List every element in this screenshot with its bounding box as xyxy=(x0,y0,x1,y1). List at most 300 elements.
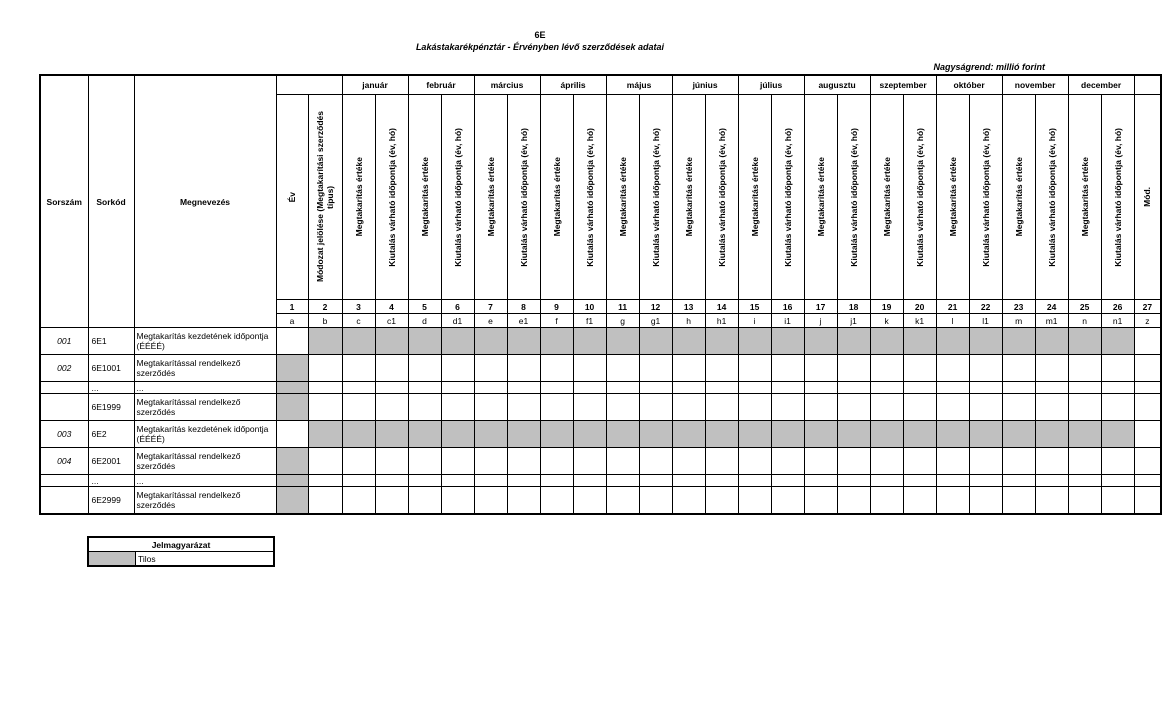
cell-input[interactable] xyxy=(936,355,969,382)
cell-input[interactable] xyxy=(540,394,573,421)
cell-megnevezes: Megtakarítással rendelkező szerződés xyxy=(134,448,276,475)
cell-forbidden xyxy=(837,328,870,355)
column-letter: a xyxy=(276,314,308,328)
column-letter: c1 xyxy=(375,314,408,328)
cell-input[interactable] xyxy=(474,394,507,421)
cell-forbidden xyxy=(276,487,308,515)
cell-input[interactable] xyxy=(342,487,375,515)
cell-sorszam: 001 xyxy=(40,328,88,355)
cell-forbidden xyxy=(639,421,672,448)
cell-input[interactable] xyxy=(771,487,804,515)
cell-input[interactable] xyxy=(1101,355,1134,382)
cell-input[interactable] xyxy=(1101,487,1134,515)
col-header-megtakaritas xyxy=(1068,95,1101,300)
cell-input[interactable] xyxy=(936,475,969,487)
cell-input[interactable] xyxy=(540,448,573,475)
cell-input[interactable] xyxy=(606,448,639,475)
column-number: 25 xyxy=(1068,300,1101,314)
cell-forbidden xyxy=(276,448,308,475)
column-number: 14 xyxy=(705,300,738,314)
cell-input[interactable] xyxy=(1134,421,1161,448)
cell-input[interactable] xyxy=(375,475,408,487)
cell-input[interactable] xyxy=(573,487,606,515)
column-number: 6 xyxy=(441,300,474,314)
col-header-megtakaritas xyxy=(408,95,441,300)
col-header-kiutalas-label: Kiutalás várható időpontja (év, hó) xyxy=(716,127,727,267)
month-header: november xyxy=(1002,75,1068,95)
cell-input[interactable] xyxy=(342,394,375,421)
cell-input[interactable] xyxy=(903,382,936,394)
cell-input[interactable] xyxy=(837,475,870,487)
cell-input[interactable] xyxy=(1002,475,1035,487)
col-header-megtakaritas-label: Megtakarítás értéke xyxy=(617,157,628,237)
cell-forbidden xyxy=(936,421,969,448)
cell-megnevezes: Megtakarítás kezdetének időpontja (ÉÉÉÉ) xyxy=(134,328,276,355)
cell-input[interactable] xyxy=(903,487,936,515)
cell-input[interactable] xyxy=(804,448,837,475)
table-row xyxy=(40,394,1161,421)
column-letter: k1 xyxy=(903,314,936,328)
cell-input[interactable] xyxy=(738,355,771,382)
cell-input[interactable] xyxy=(375,394,408,421)
cell-forbidden xyxy=(474,328,507,355)
cell-input[interactable] xyxy=(672,355,705,382)
cell-input[interactable] xyxy=(308,382,342,394)
cell-input[interactable] xyxy=(969,448,1002,475)
column-number: 24 xyxy=(1035,300,1068,314)
cell-input[interactable] xyxy=(507,382,540,394)
cell-forbidden xyxy=(837,421,870,448)
cell-input[interactable] xyxy=(771,382,804,394)
table-row xyxy=(40,475,1161,487)
legend-swatch xyxy=(88,552,136,567)
column-letter: n xyxy=(1068,314,1101,328)
cell-input[interactable] xyxy=(1035,382,1068,394)
column-letter: f xyxy=(540,314,573,328)
column-number: 5 xyxy=(408,300,441,314)
cell-input[interactable] xyxy=(738,475,771,487)
col-header-kiutalas xyxy=(441,95,474,300)
month-header: január xyxy=(342,75,408,95)
cell-input[interactable] xyxy=(1035,487,1068,515)
cell-input[interactable] xyxy=(738,394,771,421)
column-number: 13 xyxy=(672,300,705,314)
cell-input[interactable] xyxy=(1002,355,1035,382)
cell-sorszam xyxy=(40,475,88,487)
cell-input[interactable] xyxy=(1134,475,1161,487)
cell-forbidden xyxy=(507,421,540,448)
cell-input[interactable] xyxy=(969,382,1002,394)
cell-input[interactable] xyxy=(1002,382,1035,394)
col-header-kiutalas xyxy=(903,95,936,300)
column-number: 18 xyxy=(837,300,870,314)
cell-input[interactable] xyxy=(771,475,804,487)
cell-input[interactable] xyxy=(870,382,903,394)
cell-input[interactable] xyxy=(474,382,507,394)
legend-title: Jelmagyarázat xyxy=(88,537,274,552)
col-header-megtakaritas xyxy=(936,95,969,300)
col-header-kiutalas xyxy=(771,95,804,300)
cell-forbidden xyxy=(606,421,639,448)
column-letter: m1 xyxy=(1035,314,1068,328)
col-header-kiutalas xyxy=(1035,95,1068,300)
column-number: 22 xyxy=(969,300,1002,314)
cell-input[interactable] xyxy=(308,394,342,421)
cell-input[interactable] xyxy=(672,382,705,394)
col-header-kiutalas xyxy=(507,95,540,300)
cell-input[interactable] xyxy=(1134,487,1161,515)
cell-input[interactable] xyxy=(1134,394,1161,421)
cell-forbidden xyxy=(1002,421,1035,448)
cell-input[interactable] xyxy=(1101,448,1134,475)
cell-input[interactable] xyxy=(771,394,804,421)
cell-forbidden xyxy=(540,328,573,355)
cell-input[interactable] xyxy=(771,448,804,475)
col-header-kiutalas-label: Kiutalás várható időpontja (év, hó) xyxy=(848,127,859,267)
cell-forbidden xyxy=(969,328,1002,355)
cell-input[interactable] xyxy=(1035,448,1068,475)
cell-forbidden xyxy=(342,328,375,355)
cell-forbidden xyxy=(771,328,804,355)
cell-input[interactable] xyxy=(408,382,441,394)
cell-input[interactable] xyxy=(837,394,870,421)
col-header-kiutalas-label: Kiutalás várható időpontja (év, hó) xyxy=(1046,127,1057,267)
column-number: 17 xyxy=(804,300,837,314)
cell-forbidden xyxy=(1035,328,1068,355)
cell-input[interactable] xyxy=(408,355,441,382)
cell-input[interactable] xyxy=(738,448,771,475)
cell-input[interactable] xyxy=(441,382,474,394)
data-table xyxy=(39,74,1162,515)
cell-input[interactable] xyxy=(375,448,408,475)
cell-input[interactable] xyxy=(441,487,474,515)
cell-megnevezes: ... xyxy=(134,382,276,394)
cell-input[interactable] xyxy=(804,475,837,487)
cell-input[interactable] xyxy=(375,382,408,394)
cell-megnevezes: Megtakarítás kezdetének időpontja (ÉÉÉÉ) xyxy=(134,421,276,448)
col-header-kiutalas-label: Kiutalás várható időpontja (év, hó) xyxy=(914,127,925,267)
cell-sorszam: 004 xyxy=(40,448,88,475)
column-letter: z xyxy=(1134,314,1161,328)
column-letter: m xyxy=(1002,314,1035,328)
cell-input[interactable] xyxy=(1134,328,1161,355)
cell-input[interactable] xyxy=(903,355,936,382)
cell-input[interactable] xyxy=(507,394,540,421)
cell-input[interactable] xyxy=(1035,394,1068,421)
cell-input[interactable] xyxy=(1002,487,1035,515)
cell-input[interactable] xyxy=(276,421,308,448)
cell-forbidden xyxy=(441,421,474,448)
table-row xyxy=(40,382,1161,394)
table-row xyxy=(40,487,1161,515)
cell-input[interactable] xyxy=(1035,355,1068,382)
cell-input[interactable] xyxy=(1068,487,1101,515)
col-header-megtakaritas xyxy=(474,95,507,300)
col-header-mod xyxy=(1134,95,1161,300)
cell-input[interactable] xyxy=(936,487,969,515)
cell-input[interactable] xyxy=(672,394,705,421)
col-header-kiutalas-label: Kiutalás várható időpontja (év, hó) xyxy=(584,127,595,267)
col-header-kiutalas-label: Kiutalás várható időpontja (év, hó) xyxy=(386,127,397,267)
cell-forbidden xyxy=(573,328,606,355)
cell-input[interactable] xyxy=(870,448,903,475)
cell-input[interactable] xyxy=(837,448,870,475)
month-header: augusztu xyxy=(804,75,870,95)
cell-forbidden xyxy=(903,421,936,448)
col-header-megtakaritas-label: Megtakarítás értéke xyxy=(485,157,496,237)
column-number: 23 xyxy=(1002,300,1035,314)
cell-input[interactable] xyxy=(408,394,441,421)
cell-input[interactable] xyxy=(573,475,606,487)
cell-input[interactable] xyxy=(837,355,870,382)
cell-input[interactable] xyxy=(1068,355,1101,382)
column-number: 4 xyxy=(375,300,408,314)
cell-input[interactable] xyxy=(837,487,870,515)
col-header-modozat xyxy=(308,95,342,300)
column-number: 7 xyxy=(474,300,507,314)
cell-input[interactable] xyxy=(507,487,540,515)
col-header-megtakaritas xyxy=(342,95,375,300)
cell-input[interactable] xyxy=(672,487,705,515)
col-header-kiutalas xyxy=(639,95,672,300)
cell-input[interactable] xyxy=(1035,475,1068,487)
cell-input[interactable] xyxy=(540,382,573,394)
cell-input[interactable] xyxy=(573,382,606,394)
cell-forbidden xyxy=(276,382,308,394)
cell-input[interactable] xyxy=(1101,475,1134,487)
cell-input[interactable] xyxy=(705,394,738,421)
cell-input[interactable] xyxy=(936,394,969,421)
cell-input[interactable] xyxy=(870,355,903,382)
cell-input[interactable] xyxy=(936,382,969,394)
cell-input[interactable] xyxy=(705,487,738,515)
header-month-row xyxy=(40,75,1161,95)
cell-input[interactable] xyxy=(705,448,738,475)
cell-input[interactable] xyxy=(606,487,639,515)
cell-input[interactable] xyxy=(573,394,606,421)
cell-input[interactable] xyxy=(1134,382,1161,394)
cell-input[interactable] xyxy=(507,475,540,487)
month-blank xyxy=(1134,75,1161,95)
cell-megnevezes: Megtakarítással rendelkező szerződés xyxy=(134,394,276,421)
cell-input[interactable] xyxy=(969,355,1002,382)
cell-input[interactable] xyxy=(606,382,639,394)
cell-forbidden xyxy=(308,328,342,355)
cell-input[interactable] xyxy=(540,475,573,487)
cell-megnevezes: ... xyxy=(134,475,276,487)
cell-input[interactable] xyxy=(705,475,738,487)
column-letter: h xyxy=(672,314,705,328)
cell-input[interactable] xyxy=(738,487,771,515)
cell-input[interactable] xyxy=(1134,448,1161,475)
cell-input[interactable] xyxy=(705,355,738,382)
cell-input[interactable] xyxy=(507,448,540,475)
cell-input[interactable] xyxy=(639,448,672,475)
col-header-megtakaritas-label: Megtakarítás értéke xyxy=(815,157,826,237)
column-letter: h1 xyxy=(705,314,738,328)
col-header-megtakaritas-label: Megtakarítás értéke xyxy=(1079,157,1090,237)
cell-input[interactable] xyxy=(903,394,936,421)
cell-input[interactable] xyxy=(672,475,705,487)
cell-input[interactable] xyxy=(573,448,606,475)
column-letter: d1 xyxy=(441,314,474,328)
cell-input[interactable] xyxy=(342,475,375,487)
cell-input[interactable] xyxy=(276,328,308,355)
cell-input[interactable] xyxy=(375,487,408,515)
column-letter: i1 xyxy=(771,314,804,328)
col-header-mod-label: Mód. xyxy=(1142,187,1153,207)
col-header-megtakaritas xyxy=(870,95,903,300)
cell-input[interactable] xyxy=(540,487,573,515)
column-letter: f1 xyxy=(573,314,606,328)
cell-input[interactable] xyxy=(408,475,441,487)
cell-input[interactable] xyxy=(441,394,474,421)
cell-input[interactable] xyxy=(969,487,1002,515)
cell-forbidden xyxy=(408,421,441,448)
col-header-megtakaritas xyxy=(738,95,771,300)
column-number: 27 xyxy=(1134,300,1161,314)
cell-input[interactable] xyxy=(1002,448,1035,475)
cell-forbidden xyxy=(441,328,474,355)
col-header-modozat-label: Módozat jelölése (Megtakarítási szerződés típus) xyxy=(315,111,335,283)
column-letter: c xyxy=(342,314,375,328)
cell-forbidden xyxy=(276,355,308,382)
cell-input[interactable] xyxy=(474,475,507,487)
cell-sorkod: 6E2001 xyxy=(88,448,134,475)
cell-forbidden xyxy=(1068,421,1101,448)
col-header-megtakaritas-label: Megtakarítás értéke xyxy=(1013,157,1024,237)
legend-label: Tilos xyxy=(136,552,275,567)
cell-input[interactable] xyxy=(936,448,969,475)
col-header-megtakaritas-label: Megtakarítás értéke xyxy=(947,157,958,237)
cell-forbidden xyxy=(276,394,308,421)
cell-input[interactable] xyxy=(639,487,672,515)
month-header: április xyxy=(540,75,606,95)
cell-input[interactable] xyxy=(441,355,474,382)
column-letter: n1 xyxy=(1101,314,1134,328)
column-number: 12 xyxy=(639,300,672,314)
col-header-kiutalas-label: Kiutalás várható időpontja (év, hó) xyxy=(518,127,529,267)
column-number: 3 xyxy=(342,300,375,314)
col-header-sorkod: Sorkód xyxy=(88,75,134,328)
cell-forbidden xyxy=(639,328,672,355)
cell-forbidden xyxy=(969,421,1002,448)
cell-input[interactable] xyxy=(705,382,738,394)
cell-forbidden xyxy=(936,328,969,355)
cell-input[interactable] xyxy=(308,355,342,382)
cell-input[interactable] xyxy=(804,355,837,382)
cell-forbidden xyxy=(903,328,936,355)
column-letter: g1 xyxy=(639,314,672,328)
cell-input[interactable] xyxy=(837,382,870,394)
cell-sorkod: 6E2 xyxy=(88,421,134,448)
cell-input[interactable] xyxy=(804,394,837,421)
cell-megnevezes: Megtakarítással rendelkező szerződés xyxy=(134,355,276,382)
cell-input[interactable] xyxy=(969,394,1002,421)
cell-input[interactable] xyxy=(903,475,936,487)
cell-input[interactable] xyxy=(903,448,936,475)
column-letter: d xyxy=(408,314,441,328)
cell-input[interactable] xyxy=(606,355,639,382)
cell-input[interactable] xyxy=(672,448,705,475)
cell-input[interactable] xyxy=(639,355,672,382)
cell-sorkod: 6E2999 xyxy=(88,487,134,515)
cell-input[interactable] xyxy=(870,394,903,421)
cell-input[interactable] xyxy=(1068,382,1101,394)
cell-forbidden xyxy=(705,421,738,448)
cell-input[interactable] xyxy=(606,475,639,487)
cell-input[interactable] xyxy=(408,487,441,515)
cell-sorszam: 003 xyxy=(40,421,88,448)
cell-input[interactable] xyxy=(804,487,837,515)
column-letter: e1 xyxy=(507,314,540,328)
col-header-megtakaritas xyxy=(804,95,837,300)
cell-forbidden xyxy=(474,421,507,448)
column-number: 1 xyxy=(276,300,308,314)
cell-input[interactable] xyxy=(606,394,639,421)
col-header-megtakaritas xyxy=(606,95,639,300)
cell-input[interactable] xyxy=(474,448,507,475)
cell-input[interactable] xyxy=(474,487,507,515)
cell-input[interactable] xyxy=(342,355,375,382)
legend xyxy=(87,536,275,567)
cell-input[interactable] xyxy=(308,487,342,515)
column-number: 16 xyxy=(771,300,804,314)
cell-input[interactable] xyxy=(1068,448,1101,475)
cell-input[interactable] xyxy=(1101,382,1134,394)
col-header-kiutalas-label: Kiutalás várható időpontja (év, hó) xyxy=(1112,127,1123,267)
cell-input[interactable] xyxy=(771,355,804,382)
cell-input[interactable] xyxy=(1101,394,1134,421)
cell-input[interactable] xyxy=(1068,475,1101,487)
cell-input[interactable] xyxy=(507,355,540,382)
cell-input[interactable] xyxy=(1068,394,1101,421)
cell-input[interactable] xyxy=(308,448,342,475)
cell-input[interactable] xyxy=(375,355,408,382)
cell-input[interactable] xyxy=(308,475,342,487)
cell-input[interactable] xyxy=(441,448,474,475)
column-number: 26 xyxy=(1101,300,1134,314)
cell-input[interactable] xyxy=(408,448,441,475)
cell-input[interactable] xyxy=(870,475,903,487)
cell-forbidden xyxy=(738,421,771,448)
cell-input[interactable] xyxy=(441,475,474,487)
cell-input[interactable] xyxy=(540,355,573,382)
column-number: 21 xyxy=(936,300,969,314)
cell-input[interactable] xyxy=(342,382,375,394)
col-header-kiutalas xyxy=(573,95,606,300)
cell-input[interactable] xyxy=(573,355,606,382)
cell-input[interactable] xyxy=(1002,394,1035,421)
cell-input[interactable] xyxy=(474,355,507,382)
col-header-megtakaritas xyxy=(1002,95,1035,300)
column-number: 20 xyxy=(903,300,936,314)
month-header: december xyxy=(1068,75,1134,95)
col-header-sorszam: Sorszám xyxy=(40,75,88,328)
cell-input[interactable] xyxy=(969,475,1002,487)
cell-forbidden xyxy=(870,328,903,355)
cell-input[interactable] xyxy=(639,382,672,394)
cell-input[interactable] xyxy=(639,475,672,487)
cell-input[interactable] xyxy=(639,394,672,421)
cell-input[interactable] xyxy=(738,382,771,394)
cell-input[interactable] xyxy=(1134,355,1161,382)
col-header-kiutalas xyxy=(1101,95,1134,300)
cell-input[interactable] xyxy=(870,487,903,515)
cell-input[interactable] xyxy=(804,382,837,394)
cell-forbidden xyxy=(507,328,540,355)
cell-input[interactable] xyxy=(342,448,375,475)
